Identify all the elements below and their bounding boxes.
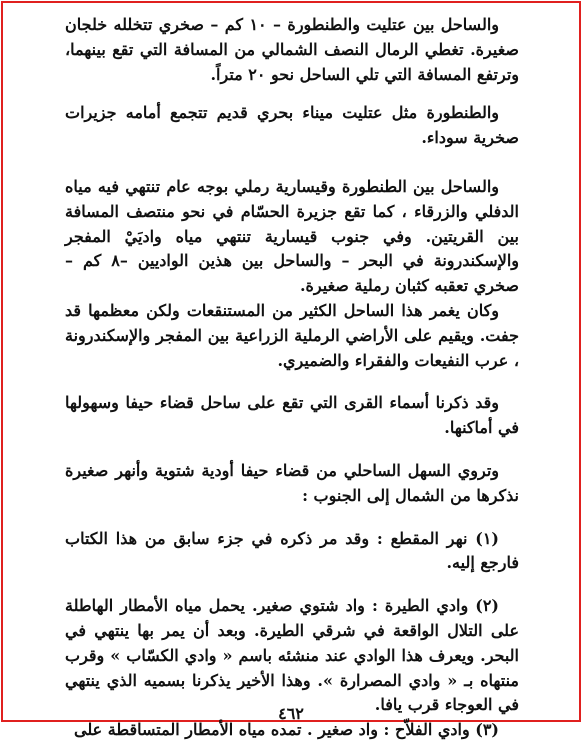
document-frame xyxy=(1,1,581,740)
paragraph-coast-tantura-caesarea: والساحل بين الطنطورة وقيسارية رملي بوجه عام تنتهي فيه مياه الدفلي والزرقاء ، كما تقع جزيرة الحسّام في نحو منتصف المسافة بين القريتين. وفي جنوب قيسارية تنتهي مياه واديَيْ المفجر والإسكندرونة في البحر – والساحل بين هذين الواديين –٨ كم – صخري تعقبه كثبان رملية صغيرة. xyxy=(65,176,519,296)
paragraph-villages: وقد ذكرنا أسماء القرى التي تقع على ساحل قضاء حيفا وسهولها في أماكنها. xyxy=(65,393,519,438)
paragraph-swamps: وكان يغمر هذا الساحل الكثير من المستنقعات ولكن معظمها قد جفت. ويقيم على الأراضي الرملية الزراعية بين المفجر والإسكندرونة ، عرب النفيعات والفقراء والضميري. xyxy=(65,300,519,370)
paragraph-valleys-intro: وتروي السهل الساحلي من قضاء حيفا أودية شتوية وأنهر صغيرة نذكرها من الشمال إلى الجنوب : xyxy=(65,460,519,505)
paragraph-wadi-al-fallah: (٣) وادي الفلاّح : واد صغير . تمده مياه الأمطار المتساقطة على xyxy=(74,720,499,740)
paragraph-wadi-al-tira: (٢) وادي الطيرة : واد شتوي صغير. يحمل مياه الأمطار الهاطلة على التلال الواقعة في شرقي الطيرة. وبعد أن يمر بها ينتهي في البحر. ويعرف هذا الوادي عند منشئه باسم « وادي الكسّاب » وقرب منتهاه بـ « وادي المصرارة ». وهذا الأخير يذكرنا بسميه الذي ينتهي في العوجاء قرب يافا. xyxy=(65,596,519,715)
paragraph-tantura-port: والطنطورة مثل عتليت ميناء بحري قديم تتجمع أمامه جزيرات صخرية سوداء. xyxy=(65,103,519,148)
paragraph-coast-atlit-tantura: والساحل بين عتليت والطنطورة – ١٠ كم – صخري تتخلله خلجان صغيرة. تغطي الرمال النصف الشمالي من المسافة التي تقع بينهما، وترتفع المسافة التي تلي الساحل نحو ٢٠ متراً. xyxy=(65,15,519,84)
page-number: ٤٦٢ xyxy=(278,704,304,723)
paragraph-nahr-al-muqatta: (١) نهر المقطع : وقد مر ذكره في جزء سابق من هذا الكتاب فارجع إليه. xyxy=(65,528,519,573)
